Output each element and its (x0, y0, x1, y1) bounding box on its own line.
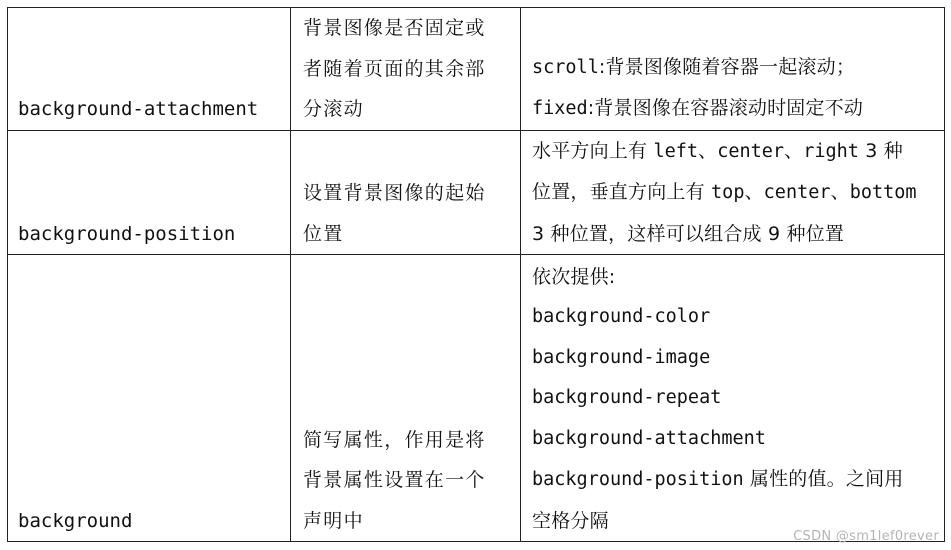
property-values-cell (521, 8, 945, 131)
value-line (532, 172, 944, 214)
value-separator: 、 (784, 139, 804, 162)
value-description: 属性的值。之间用 (743, 468, 904, 490)
meaning-line: 设置背景图像的起始 (303, 182, 486, 204)
csdn-watermark: CSDN @sm1lef0rever (793, 529, 939, 544)
property-name-cell (8, 255, 291, 542)
value-line (532, 131, 944, 173)
value-keyword: fixed (532, 98, 588, 119)
value-keyword: center (717, 140, 785, 162)
meaning-line: 位置 (303, 222, 344, 245)
property-name-cell (8, 8, 291, 131)
property-meaning-cell (291, 130, 521, 255)
value-keyword: background-image (532, 346, 711, 368)
value-description: :背景图像随着容器一起滚动； (598, 55, 856, 78)
css-background-properties-table (7, 7, 945, 542)
value-keyword: top (711, 182, 745, 203)
value-keyword: right (803, 140, 859, 162)
property-meaning-cell (291, 8, 521, 131)
value-text: 3 种 (858, 139, 903, 162)
table-row (8, 8, 945, 131)
property-name: background-position (18, 222, 236, 245)
value-keyword: bottom (849, 182, 917, 203)
value-keyword: center (763, 182, 831, 203)
value-keyword: background-attachment (532, 427, 766, 449)
table-row (8, 255, 945, 542)
meaning-line: 分滚动 (303, 98, 364, 120)
value-keyword: scroll (532, 56, 599, 78)
property-meaning-cell (291, 255, 521, 542)
value-separator: 、 (830, 181, 850, 203)
value-separator: 、 (698, 139, 718, 162)
value-line (532, 47, 944, 89)
value-line (532, 459, 944, 501)
value-keyword: background-color (532, 306, 711, 327)
value-keyword: left (653, 140, 699, 162)
value-line: 3 种位置，这样可以组合成 9 种位置 (532, 222, 845, 245)
property-name-cell (8, 130, 291, 255)
value-separator: 、 (744, 181, 764, 203)
property-values-cell (521, 130, 945, 255)
value-text: 位置，垂直方向上有 (532, 181, 712, 203)
property-name: background-attachment (18, 98, 259, 120)
value-intro: 依次提供: (532, 265, 616, 288)
value-line (532, 88, 944, 130)
value-line: 空格分隔 (532, 509, 609, 532)
value-text: 水平方向上有 (532, 139, 654, 162)
table-row (8, 130, 945, 255)
meaning-line: 简写属性，作用是将 (303, 428, 486, 451)
property-name: background (18, 509, 133, 532)
meaning-line: 声明中 (303, 509, 364, 532)
value-keyword: background-position (532, 469, 744, 490)
value-keyword: background-repeat (532, 387, 722, 408)
meaning-line: 背景图像是否固定或 (303, 17, 486, 39)
property-values-cell (521, 255, 945, 542)
meaning-line: 者随着页面的其余部 (303, 57, 486, 80)
meaning-line: 背景属性设置在一个 (303, 469, 486, 491)
value-description: :背景图像在容器滚动时固定不动 (587, 97, 864, 119)
